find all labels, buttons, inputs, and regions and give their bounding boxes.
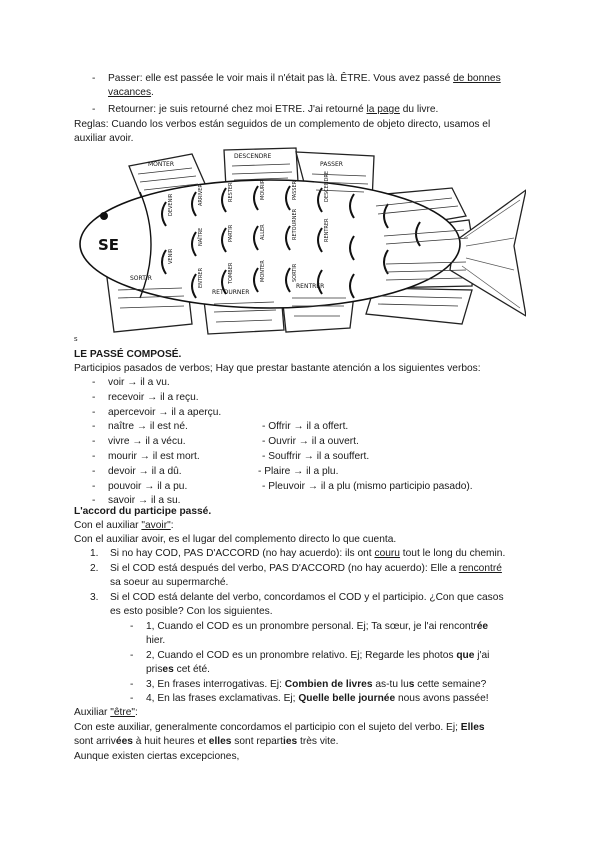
- sub-2-cont: [146, 663, 210, 676]
- rule-3: Si el COD está delante del verbo, concordamos el COD y el participio. ¿Con que casos: [110, 592, 504, 603]
- figure-mark: s: [74, 336, 78, 343]
- sub-3-cod: Combien de livres: [284, 679, 373, 690]
- rule-2-text: Si el COD está después del verbo, PAS D'ACCORD (no hay acuerdo): Elle a: [110, 563, 459, 574]
- sub-3: [146, 678, 486, 691]
- accord-title: L'accord du participe passé.: [74, 506, 212, 517]
- fish-scale-word: MOURIR: [260, 179, 266, 200]
- fish-scale-word: DEVENIR: [168, 193, 174, 216]
- fish-body: [80, 180, 460, 308]
- bullet-dash: -: [92, 377, 96, 388]
- bullet-dash: -: [92, 421, 96, 433]
- passer-line-2: [108, 86, 154, 99]
- num-3: 3.: [90, 592, 99, 603]
- sub-2: [146, 649, 489, 662]
- avoir-label: [74, 519, 174, 532]
- etre-label-text: Auxiliar: [74, 707, 111, 718]
- sub-dash: -: [130, 693, 134, 704]
- sub-1-ending: ée: [476, 621, 489, 632]
- retourner-underlined: la page: [366, 104, 400, 115]
- rule-1-text: Si no hay COD, PAS D'ACCORD (no hay acuerdo): ils ont: [110, 548, 375, 559]
- rule-2-underlined: rencontré: [458, 563, 502, 574]
- rule-3-cont: es esto posible? Con los siguientes.: [110, 606, 273, 617]
- passe-title: LE PASSÉ COMPOSÉ.: [74, 349, 182, 360]
- avoir-intro: Con el auxiliar avoir, es el lugar del complemento directo lo que cuenta.: [74, 534, 397, 545]
- sub-2-ending: es: [162, 664, 174, 675]
- fish-scale-word: PASSER: [292, 180, 298, 200]
- bullet-dash: -: [92, 436, 96, 448]
- sub-2-relative: que: [456, 650, 475, 661]
- sub-3-ending: s: [408, 679, 415, 690]
- etre-2f: ies: [283, 736, 298, 747]
- sub-4-cod: Quelle belle journée: [298, 693, 396, 704]
- sub-3-end: cette semaine?: [414, 679, 487, 690]
- reglas-line-1: Reglas: Cuando los verbos están seguidos de un complemento de objeto directo, usamos el: [74, 119, 491, 130]
- fish-scale-word: NAÎTRE: [198, 227, 204, 246]
- passer-dot: .: [151, 87, 154, 98]
- etre-2g: très vite.: [297, 736, 339, 747]
- etre-2c: à huit heures et: [132, 736, 209, 747]
- sub-4-text: 4, En las frases exclamativas. Ej;: [146, 693, 299, 704]
- etre-line-3: Aunque existen ciertas excepciones,: [74, 751, 240, 762]
- bullet-dash: -: [92, 495, 96, 507]
- bullet-dash: -: [92, 391, 96, 403]
- participle-left-item: devoir → il a dû.: [108, 465, 182, 477]
- fish-scale-word: VENIR: [168, 248, 174, 264]
- fish-scale-word: ENTRER: [198, 267, 204, 288]
- sub-4: [146, 692, 489, 705]
- fin-label-retourner: RETOURNER: [212, 289, 250, 296]
- participle-right-item: - Offrir → il a offert.: [262, 421, 349, 433]
- sub-3-text: 3, En frases interrogativas. Ej:: [146, 679, 285, 690]
- num-2: 2.: [90, 563, 99, 574]
- sub-2-text: 2, Cuando el COD es un pronombre relativo. Ej; Regarde les photos: [146, 650, 457, 661]
- retourner-text: Retourner: je suis retourné chez moi ETRE. J'ai retourné: [108, 104, 367, 115]
- etre-line-1: [74, 721, 485, 734]
- participle-left-item: vivre → il a vécu.: [108, 436, 186, 448]
- etre-2a: sont arriv: [74, 736, 116, 747]
- reglas-line-2: auxiliar avoir.: [74, 133, 134, 144]
- participle-right-item: - Souffrir → il a souffert.: [262, 451, 370, 462]
- fish-scale-word: ALLER: [260, 224, 266, 240]
- participle-left-item: recevoir → il a reçu.: [108, 391, 199, 403]
- passer-text: Passer: elle est passée le voir mais il n'était pas là. ÊTRE. Vous avez passé: [108, 73, 454, 84]
- retourner-line: [108, 103, 438, 116]
- participle-right-item: - Plaire → il a plu.: [258, 465, 339, 477]
- fish-diagram: [74, 146, 526, 340]
- avoir-label-text: Con el auxiliar: [74, 520, 142, 531]
- etre-label: [74, 706, 138, 719]
- sub-3-verb: as-tu lu: [372, 679, 409, 690]
- bullet-dash: -: [92, 480, 96, 492]
- fish-scale-word: SORTIR: [292, 263, 298, 282]
- fin-label-descendre: DESCENDRE: [234, 153, 272, 160]
- bullet-dash: -: [92, 406, 96, 418]
- fish-scale-word: RESTER: [228, 182, 234, 202]
- participle-right-item: - Ouvrir → il a ouvert.: [262, 436, 359, 448]
- avoir-label-word: "avoir": [141, 520, 171, 531]
- etre-line-2: [74, 735, 339, 748]
- fish-scale-word: RENTRER: [324, 218, 330, 242]
- num-1: 1.: [90, 548, 99, 559]
- etre-2b: ées: [115, 736, 133, 747]
- participle-left-item: savoir → il a su.: [108, 495, 181, 507]
- rule-1: [110, 547, 505, 560]
- etre-2d: elles: [208, 736, 232, 747]
- sub-dash: -: [130, 679, 134, 690]
- passer-line: [108, 72, 501, 85]
- rule-1-end: tout le long du chemin.: [399, 548, 506, 559]
- bullet-dash: -: [92, 465, 96, 477]
- participle-left-item: apercevoir → il a aperçu.: [108, 406, 222, 418]
- sub-1: [146, 620, 488, 633]
- fish-center-label: SE: [98, 236, 120, 254]
- fish-scale-word: TOMBER: [228, 262, 234, 284]
- fish-scale-word: ARRIVER: [198, 184, 204, 206]
- fin-label-monter: MONTER: [148, 161, 175, 168]
- rule-2: [110, 562, 502, 575]
- fin-label-rentrer: RENTRER: [296, 283, 325, 290]
- etre-label-word: "être": [110, 707, 136, 718]
- rule-1-underlined: couru: [374, 548, 400, 559]
- sub-4-end: nous avons passée!: [395, 693, 489, 704]
- fin-label-sortir: SORTIR: [130, 275, 152, 282]
- sub-dash: -: [130, 650, 134, 661]
- sub-2-text-2: j'ai: [474, 650, 490, 661]
- sub-1-text: 1, Cuando el COD es un pronombre personal. Ej; Ta sœur, je l'ai rencontr: [146, 621, 477, 632]
- fish-scale-word: RETOURNER: [292, 208, 298, 240]
- passe-intro: Participios pasados de verbos; Hay que prestar bastante atención a los siguientes verbos:: [74, 363, 481, 374]
- etre-2e: sont repart: [231, 736, 283, 747]
- sub-2-verb: pris: [146, 664, 163, 675]
- avoir-label-colon: :: [170, 520, 174, 531]
- participle-left-item: mourir → il est mort.: [108, 451, 200, 462]
- sub-2-end: cet été.: [173, 664, 211, 675]
- sub-1-cont: hier.: [146, 635, 166, 646]
- etre-subject: Elles: [460, 722, 485, 733]
- bullet-dash: -: [92, 451, 96, 462]
- participle-left-item: naître → il est né.: [108, 421, 188, 433]
- passer-underlined: de bonnes: [453, 73, 501, 84]
- etre-label-colon: :: [135, 707, 138, 718]
- rule-2-cont: sa soeur au supermarché.: [110, 577, 229, 588]
- participle-right-item: - Pleuvoir → il a plu (mismo participio pasado).: [262, 480, 473, 492]
- passer-underlined-2: vacances: [108, 87, 152, 98]
- fish-scale-word: DESCENDRE: [324, 170, 330, 202]
- bullet-dash: -: [92, 73, 96, 84]
- participle-left-item: voir → il a vu.: [108, 377, 170, 388]
- bullet-dash: -: [92, 104, 96, 115]
- retourner-text-end: du livre.: [399, 104, 439, 115]
- fish-scale-word: PARTIR: [228, 224, 234, 242]
- fin-label-passer: PASSER: [320, 161, 343, 168]
- participle-left-item: pouvoir → il a pu.: [108, 480, 188, 492]
- etre-line-1-text: Con este auxiliar, generalmente concordamos el participio con el sujeto del verbo. Ej;: [74, 722, 461, 733]
- sub-dash: -: [130, 621, 134, 632]
- fish-scale-word: MONTER: [260, 260, 266, 282]
